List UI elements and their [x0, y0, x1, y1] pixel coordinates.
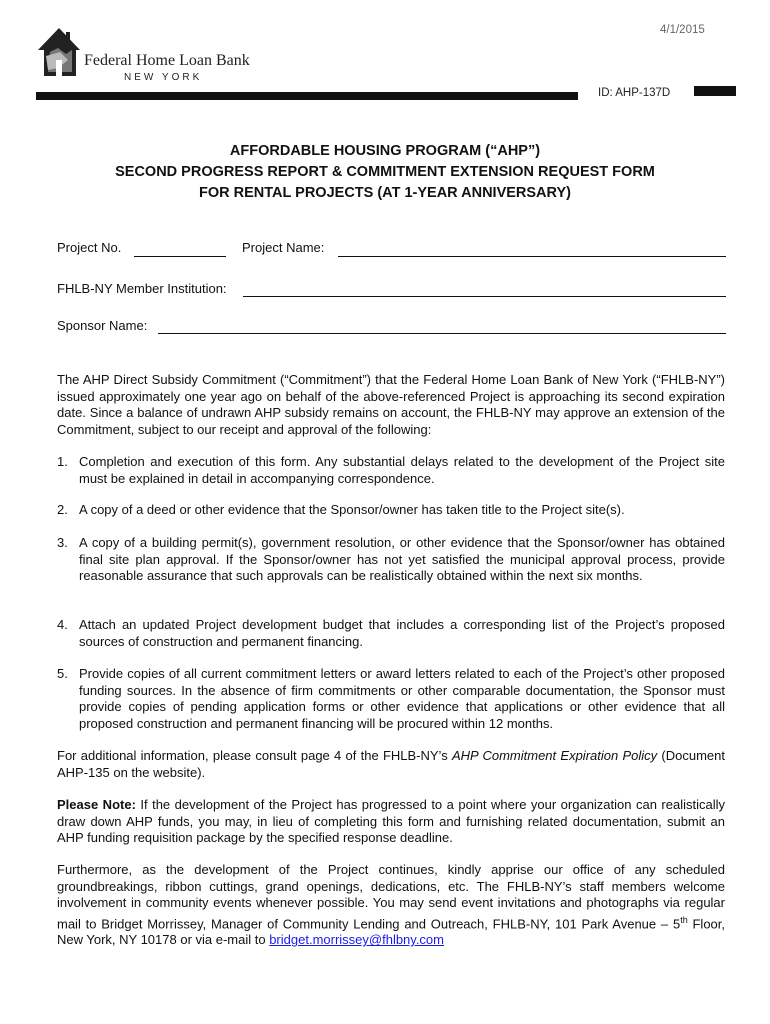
list-item-number: 3.: [57, 535, 68, 550]
policy-title: AHP Commitment Expiration Policy: [451, 748, 658, 763]
project-name-label: Project Name:: [242, 240, 325, 255]
additional-info-text: For additional information, please consult page 4 of the FHLB-NY’s: [57, 748, 452, 763]
additional-info-tail: (Document AHP-135 on the website).: [57, 748, 725, 780]
list-item-number: 2.: [57, 502, 68, 517]
member-institution-input[interactable]: [243, 296, 726, 297]
list-item-text: A copy of a building permit(s), government resolution, or other evidence that the Sponsor/owner has obtained final site plan approval. If the Sponsor/owner has not yet satisfied the municipal approval process, provide reasonable assurance that such approvals can be realistically obtained within the next six months.: [79, 535, 725, 583]
header-rule-left: [36, 92, 578, 100]
list-item-number: 1.: [57, 454, 68, 469]
form-title-line-3: FOR RENTAL PROJECTS (AT 1-YEAR ANNIVERSARY): [199, 185, 571, 201]
list-item-text: Attach an updated Project development budget that includes a corresponding list of the Project’s proposed sources of construction and permanent financing.: [79, 617, 725, 649]
ordinal-suffix: th: [680, 914, 688, 925]
please-note-label: Please Note:: [57, 797, 136, 812]
list-item-number: 4.: [57, 617, 68, 632]
closing-tail: Floor, New York, NY 10178 or via e-mail to: [57, 915, 726, 948]
list-item-number: 5.: [57, 666, 68, 681]
please-note-text: If the development of the Project has progressed to a point where your organization can realistically draw down AHP funds, you may, in lieu of completing this form and furnishing related documentation, submit an AHP funding requisition package by the specified response deadline.: [57, 797, 725, 845]
additional-info-paragraph: [57, 748, 725, 781]
list-item-text: Completion and execution of this form. Any substantial delays related to the development of the Project site must be explained in detail in accompanying correspondence.: [79, 454, 725, 486]
project-no-label: Project No.: [57, 240, 122, 255]
closing-paragraph: [57, 862, 725, 949]
member-institution-label: FHLB-NY Member Institution:: [57, 281, 227, 296]
project-name-input[interactable]: [338, 256, 726, 257]
bank-name: Federal Home Loan Bank: [84, 52, 250, 69]
sponsor-name-label: Sponsor Name:: [57, 318, 148, 333]
form-title-line-1: AFFORDABLE HOUSING PROGRAM (“AHP”): [229, 143, 541, 159]
form-title-line-2: SECOND PROGRESS REPORT & COMMITMENT EXTENSION REQUEST FORM: [115, 164, 655, 180]
header-rule-right: [694, 86, 736, 96]
intro-paragraph: The AHP Direct Subsidy Commitment (“Commitment”) that the Federal Home Loan Bank of New York (“FHLB-NY”) issued approximately one year ago on behalf of the above-referenced Project is approaching its second expiration date. Since a balance of undrawn AHP subsidy remains on account, the FHLB-NY may approve an extension of the Commitment, subject to our receipt and approval of the following:: [57, 372, 725, 437]
project-no-input[interactable]: [134, 256, 226, 257]
contact-email-link[interactable]: bridget.morrissey@fhlbny.com: [269, 932, 444, 948]
document-date: 4/1/2015: [660, 24, 705, 36]
closing-text: Furthermore, as the development of the Project continues, kindly apprise our office of any scheduled groundbreakings, ribbon cuttings, grand openings, dedications, etc. The FHLB-NY’s staff members welcome involvement in community events whenever possible. You may send event invitations and photographs via regular mail to Bridget Morrissey, Manager of Community Lending and Outreach, FHLB-NY, 101 Park Avenue – 5: [57, 862, 725, 931]
form-id: ID: AHP-137D: [598, 87, 671, 99]
bank-city: NEW YORK: [124, 72, 203, 83]
please-note-paragraph: [57, 797, 725, 847]
bank-logo: [36, 26, 82, 78]
list-item-text: A copy of a deed or other evidence that the Sponsor/owner has taken title to the Project site(s).: [79, 502, 625, 517]
sponsor-name-input[interactable]: [158, 333, 726, 334]
list-item-text: Provide copies of all current commitment letters or award letters related to each of the Project’s other proposed funding sources. In the absence of firm commitments or other comparable documentation, the Sponsor must provide copies of pending application forms or other evidence that applications or other evidence that all proposed construction and permanent financing will be procured within 12 months.: [79, 666, 725, 731]
